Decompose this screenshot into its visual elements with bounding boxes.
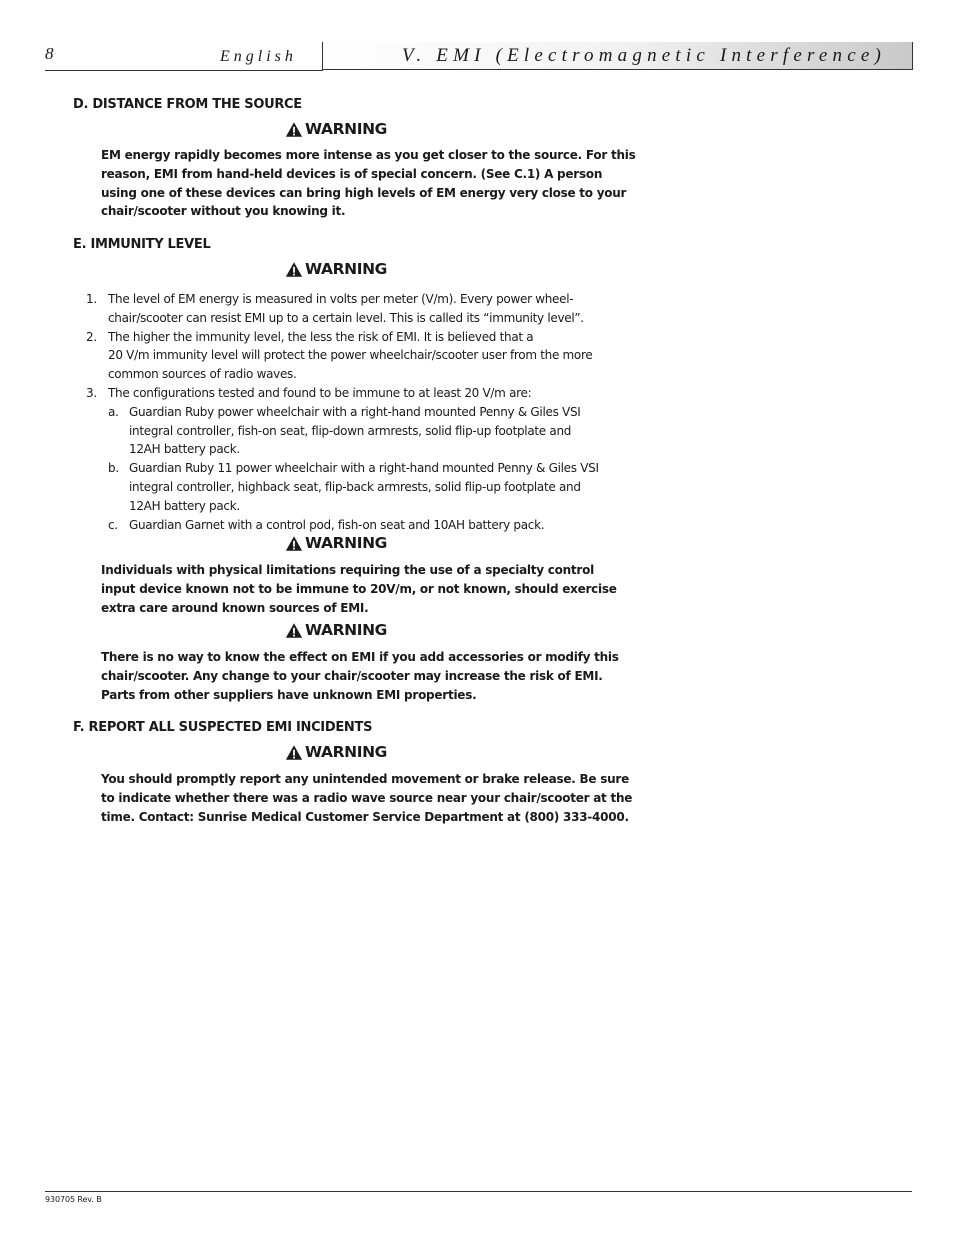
text-line: The level of EM energy is measured in volts per meter (V/m). Every power wheel- bbox=[108, 292, 574, 306]
text-line: 20 V/m immunity level will protect the power wheelchair/scooter user from the more bbox=[108, 348, 593, 363]
warning-triangle-icon bbox=[285, 622, 303, 639]
section-d-heading: D. DISTANCE FROM THE SOURCE bbox=[73, 97, 302, 112]
list-item bbox=[86, 384, 616, 534]
section-d-warning-text bbox=[101, 146, 636, 221]
immunity-list bbox=[86, 290, 616, 534]
section-e-warning-heading bbox=[285, 258, 387, 280]
page-number: 8 bbox=[45, 44, 54, 63]
list-marker: 2. bbox=[86, 329, 97, 344]
text-line: There is no way to know the effect on EMI if you add accessories or modify this bbox=[101, 650, 619, 664]
warning-triangle-icon bbox=[285, 535, 303, 552]
text-line: 12AH battery pack. bbox=[129, 498, 240, 513]
text-line: EM energy rapidly becomes more intense as you get closer to the source. For this bbox=[101, 148, 636, 162]
list-marker: b. bbox=[108, 461, 119, 476]
section-f-warning-text bbox=[101, 770, 633, 826]
warning-label: WARNING bbox=[305, 260, 387, 278]
text-line: Guardian Garnet with a control pod, fish-on seat and 10AH battery pack. bbox=[129, 517, 545, 532]
text-line: to indicate whether there was a radio wave source near your chair/scooter at the bbox=[101, 790, 633, 805]
warning-triangle-icon bbox=[285, 121, 303, 138]
footer-rule bbox=[45, 1191, 912, 1192]
header-rule bbox=[45, 70, 323, 71]
text-line: chair/scooter can resist EMI up to a certain level. This is called its “immunity level”. bbox=[108, 310, 584, 325]
warning-label: WARNING bbox=[305, 743, 387, 761]
chapter-title: V. EMI (Electromagnetic Interference) bbox=[402, 45, 886, 66]
section-d-warning-heading bbox=[285, 118, 387, 140]
text-line: extra care around known sources of EMI. bbox=[101, 600, 369, 615]
list-item bbox=[86, 290, 616, 328]
list-marker: c. bbox=[108, 517, 118, 532]
list-item bbox=[86, 328, 616, 384]
section-e-warning3-heading bbox=[285, 619, 387, 641]
section-f-heading: F. REPORT ALL SUSPECTED EMI INCIDENTS bbox=[73, 720, 373, 735]
text-line: common sources of radio waves. bbox=[108, 367, 297, 382]
warning-triangle-icon bbox=[285, 261, 303, 278]
section-f-warning-heading bbox=[285, 741, 387, 763]
text-line: integral controller, highback seat, flip-back armrests, solid flip-up footplate and bbox=[129, 479, 581, 494]
warning-label: WARNING bbox=[305, 534, 387, 552]
list-marker: 3. bbox=[86, 385, 97, 400]
text-line: chair/scooter without you knowing it. bbox=[101, 204, 346, 219]
warning-triangle-icon bbox=[285, 744, 303, 761]
list-subitem bbox=[108, 403, 616, 459]
list-marker: a. bbox=[108, 404, 119, 419]
text-line: Guardian Ruby power wheelchair with a right-hand mounted Penny & Giles VSI bbox=[129, 404, 581, 419]
text-line: chair/scooter. Any change to your chair/scooter may increase the risk of EMI. bbox=[101, 668, 603, 683]
text-line: 12AH battery pack. bbox=[129, 442, 240, 457]
section-e-warning2-heading bbox=[285, 532, 387, 554]
language-label: English bbox=[220, 48, 297, 65]
text-line: The higher the immunity level, the less the risk of EMI. It is believed that a bbox=[108, 329, 534, 344]
text-line: Guardian Ruby 11 power wheelchair with a right-hand mounted Penny & Giles VSI bbox=[129, 461, 599, 476]
text-line: using one of these devices can bring high levels of EM energy very close to your bbox=[101, 185, 627, 200]
list-marker: 1. bbox=[86, 292, 97, 306]
text-line: Parts from other suppliers have unknown EMI properties. bbox=[101, 687, 477, 702]
list-subitem bbox=[108, 459, 616, 515]
text-line: The configurations tested and found to be immune to at least 20 V/m are: bbox=[108, 385, 532, 400]
text-line: Individuals with physical limitations requiring the use of a specialty control bbox=[101, 563, 594, 577]
page-header bbox=[0, 0, 954, 80]
section-e-warning3-text bbox=[101, 648, 619, 704]
chapter-title-bar bbox=[323, 42, 913, 70]
section-e-heading: E. IMMUNITY LEVEL bbox=[73, 237, 211, 252]
text-line: reason, EMI from hand-held devices is of special concern. (See C.1) A person bbox=[101, 166, 603, 181]
text-line: time. Contact: Sunrise Medical Customer Service Department at (800) 333-4000. bbox=[101, 809, 629, 824]
section-e-warning2-text bbox=[101, 561, 617, 617]
text-line: input device known not to be immune to 20V/m, or not known, should exercise bbox=[101, 581, 617, 596]
document-revision: 930705 Rev. B bbox=[45, 1195, 102, 1204]
warning-label: WARNING bbox=[305, 621, 387, 639]
text-line: You should promptly report any unintended movement or brake release. Be sure bbox=[101, 772, 629, 786]
warning-label: WARNING bbox=[305, 120, 387, 138]
text-line: integral controller, fish-on seat, flip-down armrests, solid flip-up footplate and bbox=[129, 423, 572, 438]
